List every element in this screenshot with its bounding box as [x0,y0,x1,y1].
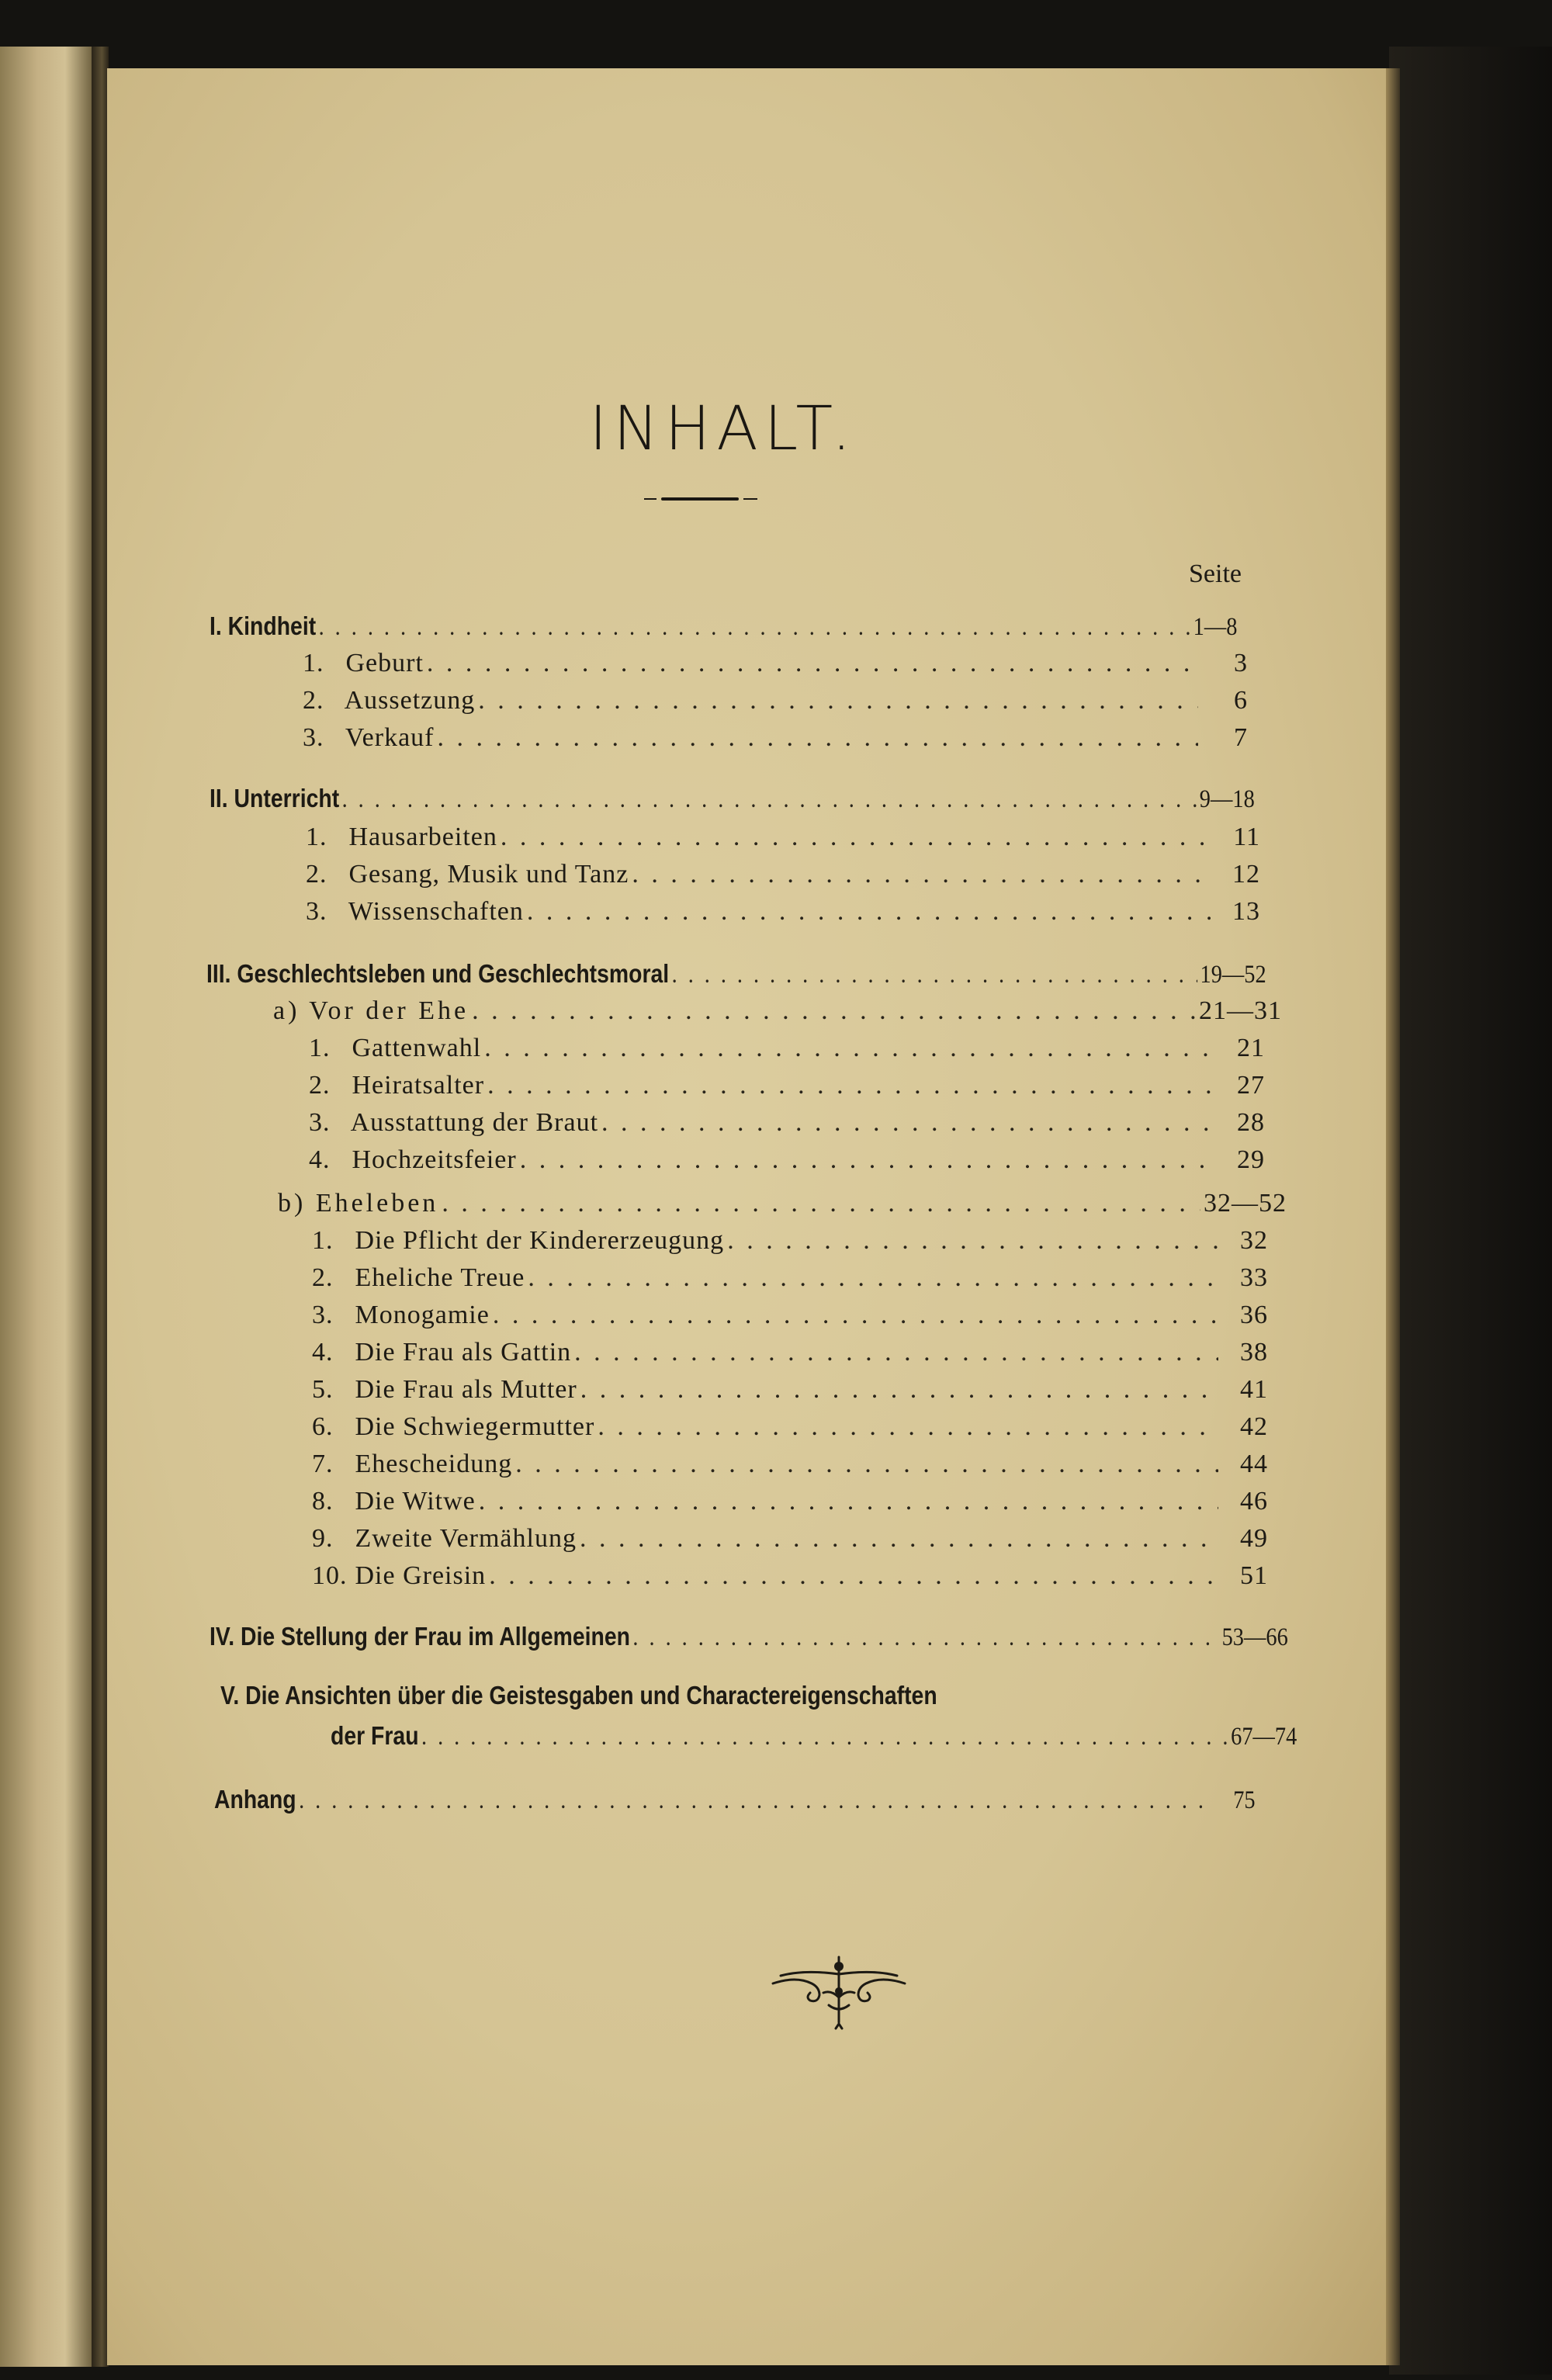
page-title: INHALT. [589,394,857,464]
contents-page [107,68,1386,2365]
dot-leader [472,996,1196,1026]
entry-title: Gattenwahl [352,1034,482,1062]
toc-entry[interactable] [306,823,1260,852]
dot-leader [442,1189,1200,1218]
entry-number: 3. [303,723,324,752]
toc-subsection-vor-der-ehe[interactable] [273,996,1282,1026]
toc-entry[interactable] [309,1071,1265,1100]
entry-page: 6 [1234,686,1248,715]
toc-section-3[interactable] [206,959,1266,989]
entry-number: 9. [312,1524,334,1553]
toc-section-2[interactable] [210,784,1255,814]
entry-page: 51 [1240,1561,1268,1590]
entry-number: 2. [303,686,324,715]
dot-leader [632,860,1211,889]
entry-number: 2. [306,860,327,889]
entry-page: 44 [1240,1450,1268,1478]
entry-number: 2. [309,1071,331,1100]
entry-title: Die Pflicht der Kindererzeugung [355,1226,725,1255]
entry-title: Geburt [345,649,424,677]
dot-leader [580,1375,1218,1405]
subsection-pages: 21—31 [1199,996,1282,1025]
entry-title: Die Frau als Gattin [355,1338,572,1367]
entry-title: Monogamie [355,1301,490,1329]
toc-section-5-line1[interactable]: V. Die Ansichten über die Geistesgaben und Charactereigenschaften [220,1681,937,1710]
entry-page: 41 [1240,1375,1268,1404]
subsection-label: b) Eheleben [278,1189,439,1218]
entry-number: 4. [309,1145,331,1174]
toc-appendix[interactable] [214,1785,1256,1815]
entry-page: 3 [1234,649,1248,677]
dot-leader [427,649,1198,678]
toc-page-range: 19—52 [1200,961,1266,989]
toc-entry[interactable] [312,1487,1268,1516]
entry-number: 6. [312,1412,334,1441]
toc-section-1[interactable] [210,611,1237,642]
toc-entry[interactable] [306,897,1260,927]
dot-leader [438,723,1198,753]
toc-entry[interactable] [312,1226,1268,1256]
entry-page: 42 [1240,1412,1268,1441]
dot-leader [574,1338,1218,1367]
toc-entry[interactable] [306,860,1260,889]
toc-entry[interactable] [312,1263,1268,1293]
entry-number: 1. [306,823,327,851]
entry-page: 49 [1240,1524,1268,1553]
entry-title: Die Greisin [355,1561,487,1590]
toc-entry[interactable] [303,686,1248,715]
entry-number: 5. [312,1375,334,1404]
dot-leader [520,1145,1215,1175]
toc-section-label: Anhang [214,1785,296,1814]
toc-section-label: I. Kindheit [210,611,317,640]
dot-leader [319,613,1191,642]
entry-title: Aussetzung [344,686,476,715]
dot-leader [493,1301,1218,1330]
toc-entry[interactable] [309,1145,1265,1175]
toc-entry[interactable] [309,1108,1265,1138]
dot-leader [632,1623,1219,1652]
entry-page: 32 [1240,1226,1268,1255]
entry-title: Zweite Vermählung [355,1524,577,1553]
dot-leader [515,1450,1218,1479]
entry-number: 1. [312,1226,334,1255]
toc-entry[interactable] [312,1412,1268,1442]
toc-page-range: 1—8 [1193,613,1238,641]
dot-leader [598,1412,1218,1442]
dot-leader [527,897,1211,927]
entry-page: 21 [1237,1034,1265,1062]
entry-number: 1. [303,649,324,677]
entry-page: 29 [1237,1145,1265,1174]
entry-number: 7. [312,1450,334,1478]
entry-number: 3. [312,1301,334,1329]
entry-title: Die Schwiegermutter [355,1412,595,1441]
entry-page: 33 [1240,1263,1268,1292]
entry-page: 28 [1237,1108,1265,1137]
subsection-pages: 32—52 [1204,1189,1287,1218]
entry-title: Ausstattung der Braut [350,1108,599,1137]
dot-leader [299,1786,1212,1815]
toc-entry[interactable] [303,723,1248,753]
fleuron-ornament-icon [765,1952,913,2030]
entry-title: Die Frau als Mutter [355,1375,577,1404]
toc-subsection-eheleben[interactable] [278,1189,1287,1218]
toc-section-5[interactable] [331,1721,1297,1751]
entry-page: 7 [1234,723,1248,752]
toc-section-label: II. Unterricht [210,784,340,812]
toc-entry[interactable] [312,1524,1268,1554]
dot-leader [479,1487,1218,1516]
entry-title: Hausarbeiten [348,823,497,851]
dot-leader [421,1723,1228,1751]
seite-header: Seite [1189,559,1242,588]
entry-page: 36 [1240,1301,1268,1329]
entry-title: Hochzeitsfeier [352,1145,517,1174]
entry-page: 12 [1232,860,1260,889]
entry-title: Eheliche Treue [355,1263,525,1292]
dot-leader [484,1034,1215,1063]
entry-page: 11 [1233,823,1260,851]
dot-leader [487,1071,1215,1100]
entry-number: 1. [309,1034,331,1062]
dot-leader [342,785,1197,814]
entry-title: Ehescheidung [355,1450,513,1478]
toc-entry[interactable] [312,1375,1268,1405]
dot-leader [528,1263,1218,1293]
toc-section-4[interactable] [210,1622,1288,1652]
toc-section-label: IV. Die Stellung der Frau im Allgemeinen [210,1622,630,1651]
toc-page-range: 67—74 [1231,1723,1297,1751]
toc-section-label: der Frau [331,1721,419,1750]
dot-leader [489,1561,1218,1591]
toc-entry[interactable] [312,1450,1268,1479]
toc-page-range: 53—66 [1221,1623,1288,1651]
title-rule [661,497,739,501]
dot-leader [580,1524,1218,1554]
dot-leader [672,961,1197,989]
entry-number: 4. [312,1338,334,1367]
book-cover-edge [1389,47,1552,2375]
entry-number: 8. [312,1487,334,1516]
entry-page: 46 [1240,1487,1268,1516]
dot-leader [478,686,1198,715]
toc-page-range: 75 [1233,1786,1256,1814]
toc-entry[interactable] [312,1301,1268,1330]
entry-title: Wissenschaften [348,897,524,926]
entry-page: 13 [1232,897,1260,926]
entry-number: 3. [309,1108,331,1137]
subsection-label: a) Vor der Ehe [273,996,469,1025]
toc-entry[interactable] [312,1338,1268,1367]
entry-title: Verkauf [345,723,435,752]
dot-leader [501,823,1211,852]
entry-number: 3. [306,897,327,926]
entry-number: 10. [312,1561,348,1590]
entry-page: 38 [1240,1338,1268,1367]
toc-entry[interactable] [303,649,1248,678]
toc-entry[interactable] [312,1561,1268,1591]
entry-title: Heiratsalter [352,1071,485,1100]
entry-title: Die Witwe [355,1487,476,1516]
entry-page: 27 [1237,1071,1265,1100]
entry-title: Gesang, Musik und Tanz [348,860,629,889]
dot-leader [601,1108,1215,1138]
dot-leader [727,1226,1218,1256]
entry-number: 2. [312,1263,334,1292]
toc-section-label: III. Geschlechtsleben und Geschlechtsmoral [206,959,670,988]
toc-entry[interactable] [309,1034,1265,1063]
toc-page-range: 9—18 [1199,785,1255,813]
